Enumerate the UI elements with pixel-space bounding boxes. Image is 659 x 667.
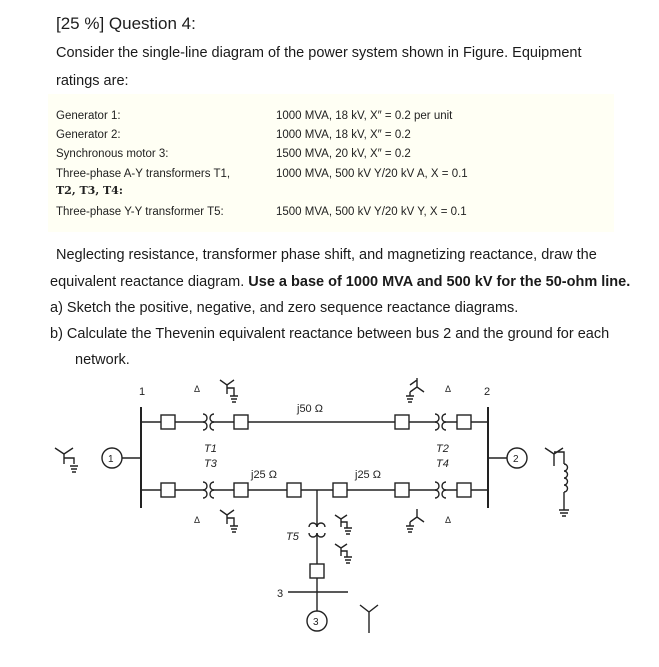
rating-value: 1000 MVA, 18 kV, X″ = 0.2 [276, 129, 411, 141]
item-b: b) Calculate the Thevenin equivalent reactance between bus 2 and the ground for each [50, 326, 610, 342]
rating-name-cont: T2, T3, T4: [56, 184, 123, 197]
bus-3-label: 3 [277, 588, 284, 600]
t2-label: T2 [436, 443, 449, 455]
breakers [161, 415, 471, 578]
body-text-plain: equivalent reactance diagram. [50, 274, 249, 290]
transformer-coils [203, 414, 446, 537]
item-b-cont: network. [75, 352, 130, 368]
generator-1-label: 1 [108, 454, 114, 465]
rating-name: Three-phase A-Y transformers T1, [56, 168, 231, 180]
line-right-impedance: j25 Ω [355, 469, 381, 481]
wye-symbols [55, 378, 569, 633]
rating-value: 1500 MVA, 500 kV Y/20 kV Y, X = 0.1 [276, 206, 467, 218]
t5-label: T5 [286, 531, 299, 543]
t3-label: T3 [204, 458, 217, 470]
bus-1-label: 1 [139, 386, 146, 398]
rating-value: 1000 MVA, 500 kV Y/20 kV A, X = 0.1 [276, 168, 468, 180]
body-text: Neglecting resistance, transformer phase shift, and magnetizing reactance, draw the [56, 247, 597, 263]
delta-symbol: Δ [194, 384, 201, 394]
rating-name: Generator 1: [56, 110, 121, 122]
intro-text-2: ratings are: [56, 73, 129, 89]
line-left-impedance: j25 Ω [251, 469, 277, 481]
delta-symbol: Δ [445, 384, 452, 394]
t4-label: T4 [436, 458, 449, 470]
question-title: [25 %] Question 4: [56, 14, 196, 33]
rating-value: 1000 MVA, 18 kV, X″ = 0.2 per unit [276, 110, 453, 122]
body-text-bold: Use a base of 1000 MVA and 500 kV for the 50-ohm line. [248, 274, 631, 290]
rating-name: Synchronous motor 3: [56, 148, 169, 160]
motor-3-label: 3 [313, 617, 319, 628]
t1-label: T1 [204, 443, 217, 455]
delta-symbol: Δ [194, 515, 201, 525]
bus-2-label: 2 [484, 386, 491, 398]
line-top-impedance: j50 Ω [297, 403, 323, 415]
item-a: a) Sketch the positive, negative, and zero sequence reactance diagrams. [50, 300, 519, 316]
intro-text: Consider the single-line diagram of the power system shown in Figure. Equipment [56, 45, 582, 61]
rating-name: Generator 2: [56, 129, 121, 141]
rating-name: Three-phase Y-Y transformer T5: [56, 206, 224, 218]
delta-symbol: Δ [445, 515, 452, 525]
rating-value: 1500 MVA, 20 kV, X″ = 0.2 [276, 148, 411, 160]
generator-2-label: 2 [513, 454, 519, 465]
